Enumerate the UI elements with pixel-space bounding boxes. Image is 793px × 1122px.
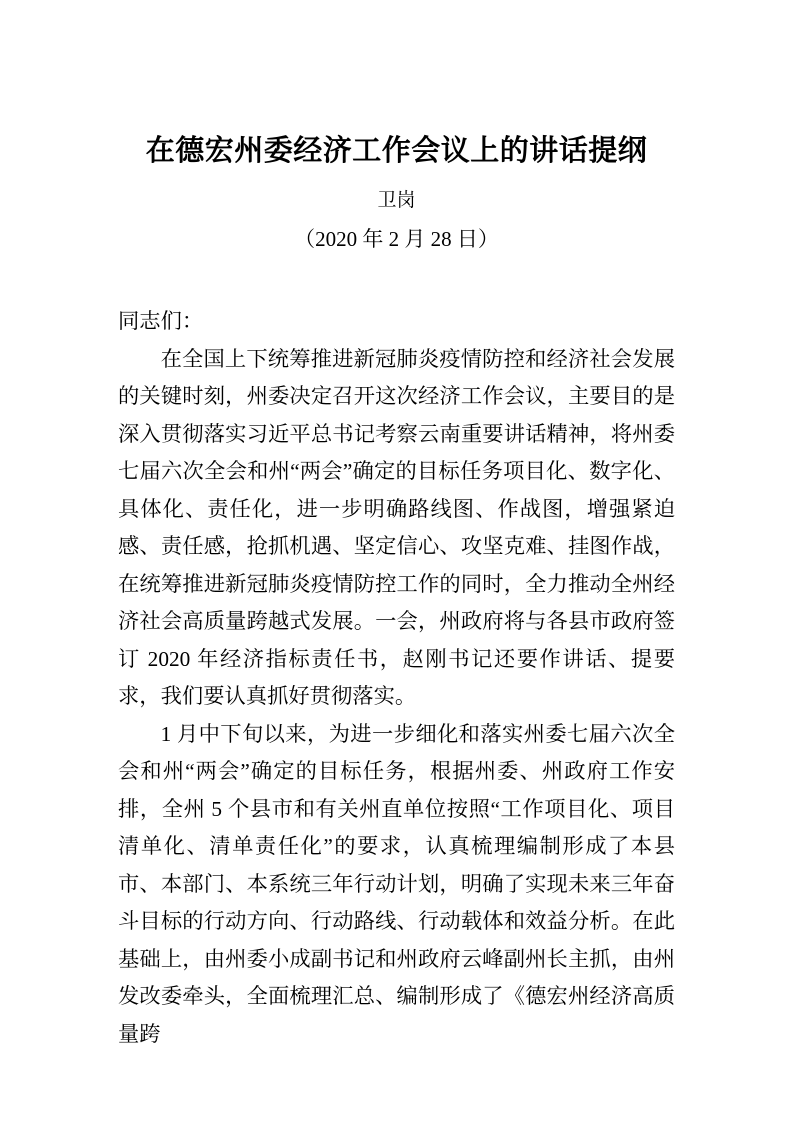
document-date: （2020 年 2 月 28 日） — [294, 227, 499, 251]
document-body — [118, 303, 675, 1053]
author-name: 卫岗 — [377, 190, 416, 211]
document-title: 在德宏州委经济工作会议上的讲话提纲 — [145, 135, 648, 167]
greeting-line: 同志们： — [118, 309, 204, 333]
body-paragraph-2: 1 月中下旬以来，为进一步细化和落实州委七届六次全会和州“两会”确定的目标任务，根据州委、州政府工作安排，全州 5 个县市和有关州直单位按照“工作项目化、项目清单化、清单责任化”的要求，认真梳理编制形成了本县市、本部门、本系统三年行动计划，明确了实现未来三年奋斗目标的行动方向、行动路线、行动载体和效益分析。在此基础上，由州委小成副书记和州政府云峰副州长主抓，由州发改委牵头，全面梳理汇总、编制形成了《德宏州经济高质量跨 — [118, 721, 675, 1046]
body-paragraph-1: 在全国上下统筹推进新冠肺炎疫情防控和经济社会发展的关键时刻，州委决定召开这次经济工作会议，主要目的是深入贯彻落实习近平总书记考察云南重要讲话精神，将州委七届六次全会和州“两会”确定的目标任务项目化、数字化、具体化、责任化，进一步明确路线图、作战图，增强紧迫感、责任感，抢抓机遇、坚定信心、攻坚克难、挂图作战，在统筹推进新冠肺炎疫情防控工作的同时，全力推动全州经济社会高质量跨越式发展。一会，州政府将与各县市政府签订 2020 年经济指标责任书，赵刚书记还要作讲话、提要求，我们要认真抓好贯彻落实。 — [118, 346, 675, 708]
